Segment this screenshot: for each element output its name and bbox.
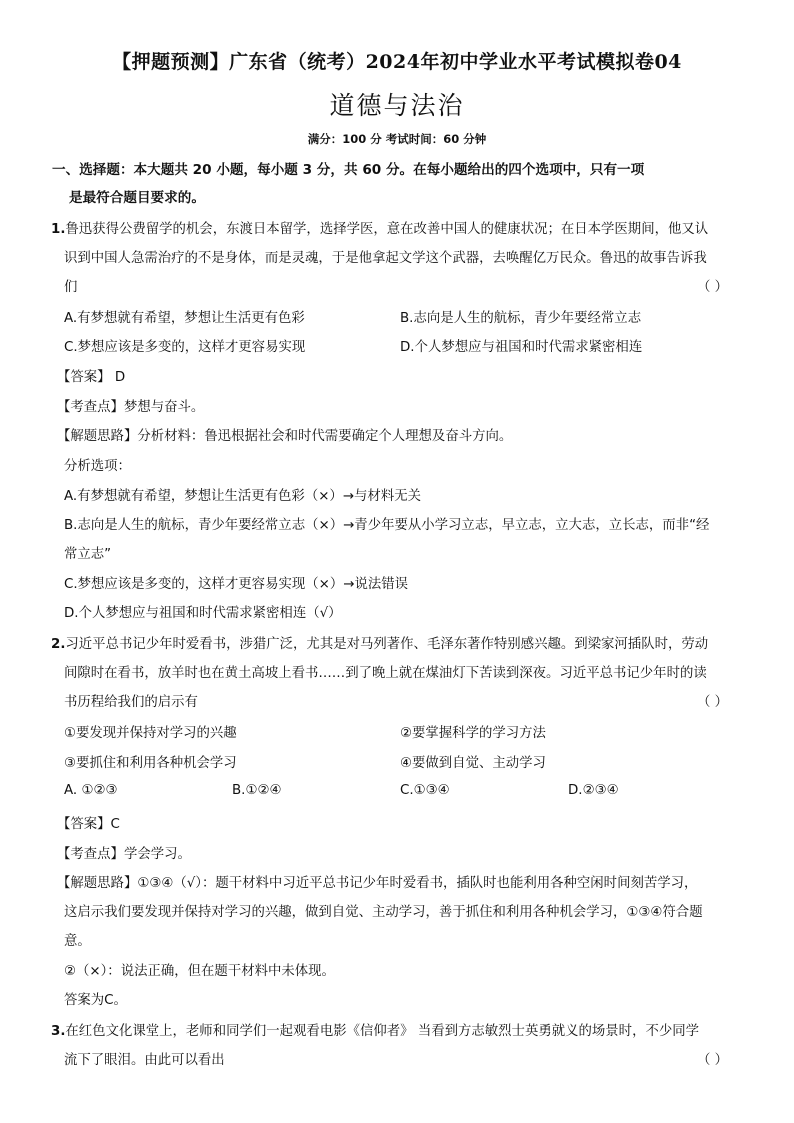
question-1-explain-a: A.有梦想就有希望，梦想让生活更有色彩（×）→与材料无关: [64, 489, 421, 504]
question-2-option-c: C.①③④: [400, 783, 450, 798]
question-3-stem-line1: [51, 1020, 699, 1039]
question-1-explain-d: D.个人梦想应与祖国和时代需求紧密相连（√）: [64, 606, 342, 621]
question-1-point: 【考查点】梦想与奋斗。: [57, 400, 205, 415]
question-2-point: 【考查点】学会学习。: [57, 847, 191, 862]
exam-title: 【押题预测】广东省（统考）2024年初中学业水平考试模拟卷04: [112, 51, 682, 73]
question-1-analysis-label: 分析选项：: [64, 459, 131, 474]
question-2-idea-line2: 这启示我们要发现并保持对学习的兴趣，做到自觉、主动学习，善于抓住和利用各种机会学习，①③④符合题: [64, 905, 703, 920]
question-3-number: 3.: [51, 1024, 66, 1039]
question-1-stem-line2: 识到中国人急需治疗的不是身体，而是灵魂，于是他拿起文学这个武器，去唤醒亿万民众。鲁迅的故事告诉我: [64, 251, 707, 266]
question-2-item-2: ②要掌握科学的学习方法: [400, 726, 546, 741]
question-3-answer-blank: （ ）: [697, 1053, 729, 1068]
question-1-text-1: 鲁迅获得公费留学的机会，东渡日本留学，选择学医，意在改善中国人的健康状况；在日本学医期间，他又认: [65, 222, 709, 237]
question-3-text-1: 在红色文化课堂上，老师和同学们一起观看电影《信仰者》 当看到方志敏烈士英勇就义的场景时，不少同学: [65, 1024, 700, 1039]
question-1-option-c: C.梦想应该是多变的，这样才更容易实现: [64, 340, 306, 355]
score-time-line: 满分：100 分 考试时间：60 分钟: [307, 132, 487, 146]
question-1-explain-b-line1: B.志向是人生的航标，青少年要经常立志（×）→青少年要从小学习立志，早立志，立大志，立长志，而非“经: [64, 518, 710, 533]
question-2-idea-line4: ②（×）：说法正确，但在题干材料中未体现。: [64, 964, 335, 979]
question-3-stem-line2: 流下了眼泪。由此可以看出: [64, 1053, 225, 1068]
question-1-option-b: B.志向是人生的航标，青少年要经常立志: [400, 311, 642, 326]
question-2-stem-line3: 书历程给我们的启示有: [64, 695, 198, 710]
question-2-idea-line1: 【解题思路】①③④（√）：题干材料中习近平总书记少年时爱看书，插队时也能利用各种空闲时间刻苦学习，: [57, 876, 698, 891]
question-1-idea: 【解题思路】分析材料：鲁迅根据社会和时代需要确定个人理想及奋斗方向。: [57, 429, 513, 444]
question-2-stem-line1: [51, 633, 708, 652]
question-2-item-3: ③要抓住和利用各种机会学习: [64, 756, 237, 771]
question-2-conclusion: 答案为C。: [64, 993, 127, 1008]
question-2-option-a: A. ①②③: [64, 783, 118, 798]
question-2-idea-line3: 意。: [64, 934, 91, 949]
subject-heading: 道德与法治: [329, 91, 465, 120]
question-2-number: 2.: [51, 637, 66, 652]
question-2-answer: 【答案】C: [57, 817, 120, 832]
question-2-text-1: 习近平总书记少年时爱看书，涉猎广泛，尤其是对马列著作、毛泽东著作特别感兴趣。到梁家河插队时，劳动: [65, 637, 709, 652]
question-1-stem-line1: [51, 218, 708, 237]
question-1-explain-c: C.梦想应该是多变的，这样才更容易实现（×）→说法错误: [64, 577, 409, 592]
question-2-item-4: ④要做到自觉、主动学习: [400, 756, 546, 771]
question-1-answer-blank: （ ）: [697, 280, 729, 295]
section-heading-line1: 一、选择题：本大题共 20 小题，每小题 3 分，共 60 分。在每小题给出的四个选项中，只有一项: [52, 162, 645, 178]
question-1-option-a: A.有梦想就有希望，梦想让生活更有色彩: [64, 311, 305, 326]
question-1-stem-line3: 们: [64, 280, 78, 295]
question-2-option-d: D.②③④: [568, 783, 619, 798]
section-heading-line2: 是最符合题目要求的。: [69, 190, 205, 206]
question-1-number: 1.: [51, 222, 66, 237]
question-1-option-d: D.个人梦想应与祖国和时代需求紧密相连: [400, 340, 643, 355]
question-2-item-1: ①要发现并保持对学习的兴趣: [64, 726, 237, 741]
question-1-explain-b-line2: 常立志”: [64, 547, 112, 562]
question-2-answer-blank: （ ）: [697, 695, 729, 710]
question-2-option-b: B.①②④: [232, 783, 282, 798]
question-2-stem-line2: 间隙时在看书，放羊时也在黄土高坡上看书……到了晚上就在煤油灯下苦读到深夜。习近平总书记少年时的读: [64, 666, 707, 681]
question-1-answer: 【答案】 D: [57, 370, 126, 385]
